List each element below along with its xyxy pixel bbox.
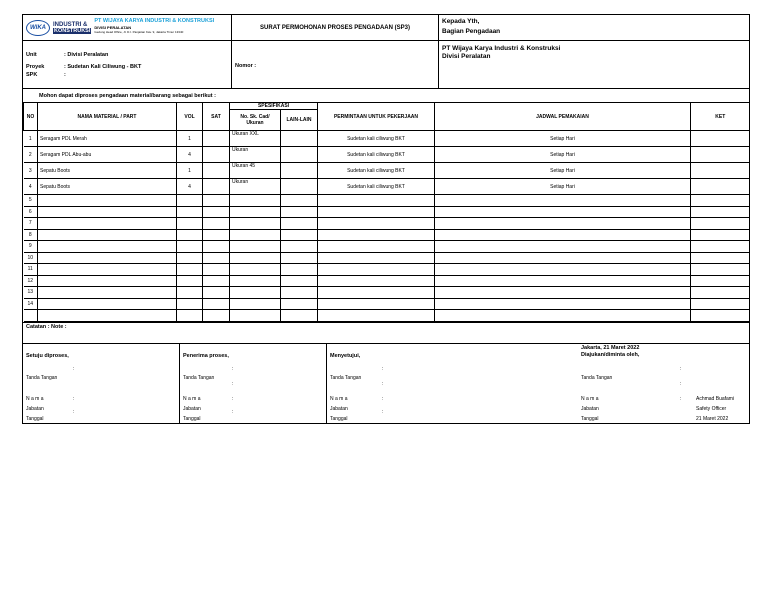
sig-setuju-title: Setuju diproses,	[26, 352, 69, 359]
cell-sat	[203, 131, 230, 147]
cell-spek	[230, 287, 281, 299]
project-info	[23, 41, 231, 88]
cell-vol	[177, 206, 203, 218]
cell-no: 1	[24, 131, 38, 147]
recipient-line2: Bagian Pengadaan	[442, 28, 501, 35]
cell-jadwal: Setiap Hari	[435, 131, 691, 147]
cell-vol	[177, 287, 203, 299]
company-address: Gedung Head Office, Jl. D.I. Panjaitan Kav. 9, Jakarta Timur 13340	[94, 30, 184, 35]
cell-jadwal	[435, 218, 691, 230]
req-jabatan: Safety Officer	[696, 405, 727, 412]
cell-vol	[177, 264, 203, 276]
sig-tanggal: Tanggal	[26, 415, 44, 422]
cell-spek	[230, 229, 281, 241]
cell-lain	[281, 252, 318, 264]
col-spesifikasi: SPESIFIKASI	[230, 103, 318, 110]
cell-nama: Sepatu Boots	[38, 179, 177, 195]
sig-colon: :	[232, 365, 234, 372]
sig-nama: N a m a	[26, 395, 44, 402]
sig-colon: :	[680, 380, 682, 387]
sig-colon: :	[232, 395, 234, 402]
cell-jadwal	[435, 287, 691, 299]
cell-spek	[230, 241, 281, 253]
cell-vol: 1	[177, 163, 203, 179]
cell-vol	[177, 229, 203, 241]
table-row	[24, 229, 750, 241]
recipient-company-block	[439, 41, 749, 88]
cell-sat	[203, 287, 230, 299]
cell-ket	[691, 229, 750, 241]
cell-ket	[691, 206, 750, 218]
logo-words	[53, 22, 91, 34]
table-row	[24, 275, 750, 287]
cell-lain	[281, 218, 318, 230]
sig-diajukan	[572, 344, 749, 423]
cell-no: 3	[24, 163, 38, 179]
cell-sat	[203, 163, 230, 179]
cell-jadwal	[435, 206, 691, 218]
cell-sat	[203, 229, 230, 241]
intro-text: Mohon dapat diproses pengadaan material/barang sebagai berikut :	[23, 89, 749, 103]
cell-ket	[691, 218, 750, 230]
unit-value: : Divisi Peralatan	[64, 52, 109, 58]
cell-permintaan	[318, 241, 435, 253]
cell-no: 8	[24, 229, 38, 241]
cell-lain	[281, 131, 318, 147]
cell-spek	[230, 275, 281, 287]
cell-ket	[691, 241, 750, 253]
cell-lain	[281, 179, 318, 195]
material-table	[23, 103, 750, 322]
cell-jadwal	[435, 264, 691, 276]
col-vol: VOL	[177, 103, 203, 131]
signature-section	[23, 344, 749, 423]
sig-nama: N a m a	[183, 395, 201, 402]
sig-jabatan: Jabatan	[183, 405, 201, 412]
cell-lain	[281, 310, 318, 322]
cell-no: 11	[24, 264, 38, 276]
cell-nama	[38, 241, 177, 253]
company-name: PT WIJAYA KARYA INDUSTRI & KONSTRUKSI	[94, 18, 215, 25]
cell-ket	[691, 147, 750, 163]
cell-spek	[230, 195, 281, 207]
sig-colon: :	[73, 365, 75, 372]
proyek-value: : Sudetan Kali Ciliwung - BKT	[64, 64, 142, 70]
cell-nama	[38, 218, 177, 230]
spk-value: :	[64, 72, 66, 78]
cell-lain	[281, 275, 318, 287]
cell-sat	[203, 298, 230, 310]
cell-spek: Ukuran	[230, 179, 281, 195]
cell-vol: 1	[177, 131, 203, 147]
cell-spek	[230, 264, 281, 276]
cell-sat	[203, 264, 230, 276]
sig-colon: :	[382, 365, 384, 372]
col-sat: SAT	[203, 103, 230, 131]
cell-sat	[203, 147, 230, 163]
catatan-label: Catatan : Note :	[23, 322, 749, 344]
cell-sat	[203, 218, 230, 230]
cell-no: 14	[24, 298, 38, 310]
cell-spek	[230, 206, 281, 218]
cell-ket	[691, 287, 750, 299]
cell-spek: Ukuran 45	[230, 163, 281, 179]
cell-sat	[203, 275, 230, 287]
table-row	[24, 241, 750, 253]
sig-tanda-tangan: Tanda Tangan	[330, 374, 362, 381]
cell-ket	[691, 275, 750, 287]
cell-lain	[281, 195, 318, 207]
cell-jadwal	[435, 241, 691, 253]
table-row	[24, 163, 750, 179]
cell-lain	[281, 298, 318, 310]
sig-menyetujui-title: Menyetujui,	[330, 352, 361, 359]
recipient-line1: Kepada Yth,	[442, 18, 480, 25]
cell-jadwal	[435, 310, 691, 322]
header-left	[23, 15, 232, 88]
col-lain: LAIN-LAIN	[281, 110, 318, 131]
cell-sat	[203, 206, 230, 218]
unit-label: Unit	[26, 52, 37, 58]
cell-nama: Sepatu Boots	[38, 163, 177, 179]
cell-vol: 4	[177, 147, 203, 163]
cell-permintaan: Sudetan kali ciliwung BKT	[318, 147, 435, 163]
sig-penerima	[180, 344, 327, 423]
company-info	[94, 19, 214, 36]
recipient-company: PT Wijaya Karya Industri & Konstruksi	[442, 45, 561, 52]
col-jadwal: JADWAL PEMAKAIAN	[435, 103, 691, 131]
sig-colon: :	[73, 395, 75, 402]
cell-nama	[38, 229, 177, 241]
material-rows	[24, 131, 750, 322]
sig-tanda-tangan: Tanda Tangan	[26, 374, 58, 381]
cell-ket	[691, 195, 750, 207]
cell-permintaan	[318, 229, 435, 241]
cell-nama	[38, 252, 177, 264]
cell-sat	[203, 179, 230, 195]
cell-no: 4	[24, 179, 38, 195]
cell-jadwal: Setiap Hari	[435, 163, 691, 179]
wika-logo: WIKA	[26, 20, 50, 36]
spk-label: SPK	[26, 72, 38, 78]
req-nama: Achmad Buafami	[696, 395, 735, 402]
cell-ket	[691, 310, 750, 322]
cell-permintaan: Sudetan kali ciliwung BKT	[318, 131, 435, 147]
cell-vol	[177, 310, 203, 322]
table-row	[24, 310, 750, 322]
sig-tanggal: Tanggal	[183, 415, 201, 422]
table-row	[24, 218, 750, 230]
cell-spek: Ukuran XXL	[230, 131, 281, 147]
table-row	[24, 264, 750, 276]
cell-no: 12	[24, 275, 38, 287]
cell-no: 5	[24, 195, 38, 207]
cell-jadwal: Setiap Hari	[435, 179, 691, 195]
cell-nama	[38, 310, 177, 322]
cell-vol	[177, 218, 203, 230]
sig-colon: :	[382, 380, 384, 387]
col-permintaan: PERMINTAAN UNTUK PEKERJAAN	[318, 103, 435, 131]
sig-jabatan: Jabatan	[26, 405, 44, 412]
cell-jadwal	[435, 252, 691, 264]
cell-jadwal	[435, 229, 691, 241]
col-nama: NAMA MATERIAL / PART	[38, 103, 177, 131]
cell-vol	[177, 195, 203, 207]
col-spek-no: No. Sk. Cad/ Ukuran	[230, 110, 281, 131]
sig-tanggal: Tanggal	[330, 415, 348, 422]
cell-permintaan	[318, 206, 435, 218]
cell-spek	[230, 298, 281, 310]
cell-jadwal	[435, 298, 691, 310]
cell-no: 7	[24, 218, 38, 230]
cell-spek	[230, 310, 281, 322]
cell-lain	[281, 163, 318, 179]
form-header	[23, 15, 749, 89]
cell-permintaan	[318, 310, 435, 322]
cell-no: 2	[24, 147, 38, 163]
cell-vol	[177, 241, 203, 253]
cell-ket	[691, 131, 750, 147]
cell-spek: Ukuran	[230, 147, 281, 163]
cell-sat	[203, 252, 230, 264]
cell-permintaan	[318, 287, 435, 299]
sig-penerima-title: Penerima proses,	[183, 352, 229, 359]
cell-spek	[230, 252, 281, 264]
cell-sat	[203, 241, 230, 253]
sig-place-date: Jakarta, 21 Maret 2022	[581, 344, 640, 351]
col-no: NO	[24, 103, 38, 131]
cell-permintaan	[318, 264, 435, 276]
cell-permintaan	[318, 275, 435, 287]
cell-jadwal: Setiap Hari	[435, 147, 691, 163]
cell-permintaan: Sudetan kali ciliwung BKT	[318, 163, 435, 179]
logo-line2: KONSTRUKSI	[54, 27, 91, 34]
logo-line1: INDUSTRI &	[53, 21, 88, 28]
table-row	[24, 131, 750, 147]
cell-permintaan	[318, 252, 435, 264]
cell-nama	[38, 298, 177, 310]
sig-tanggal: Tanggal	[581, 415, 599, 422]
sig-colon: :	[73, 408, 75, 415]
cell-sat	[203, 195, 230, 207]
cell-nama: Seragam PDL Merah	[38, 131, 177, 147]
proyek-label: Proyek	[26, 64, 45, 70]
cell-nama	[38, 206, 177, 218]
col-ket: KET	[691, 103, 750, 131]
cell-sat	[203, 310, 230, 322]
cell-vol	[177, 275, 203, 287]
table-row	[24, 206, 750, 218]
sig-colon: :	[382, 408, 384, 415]
req-tanggal: 21 Maret 2022	[696, 415, 729, 422]
recipient-division: Divisi Peralatan	[442, 53, 491, 60]
cell-no: 9	[24, 241, 38, 253]
cell-nama	[38, 195, 177, 207]
sig-tanda-tangan: Tanda Tangan	[581, 374, 613, 381]
table-row	[24, 179, 750, 195]
cell-lain	[281, 229, 318, 241]
cell-jadwal	[435, 275, 691, 287]
recipient-block	[439, 15, 749, 41]
sig-setuju	[23, 344, 180, 423]
cell-permintaan	[318, 195, 435, 207]
cell-ket	[691, 163, 750, 179]
cell-nama	[38, 275, 177, 287]
sig-jabatan: Jabatan	[330, 405, 348, 412]
table-row	[24, 298, 750, 310]
cell-ket	[691, 179, 750, 195]
cell-no: 10	[24, 252, 38, 264]
sig-colon: :	[232, 408, 234, 415]
sig-nama: N a m a	[581, 395, 599, 402]
table-row	[24, 195, 750, 207]
table-row	[24, 287, 750, 299]
cell-ket	[691, 264, 750, 276]
sig-tanda-tangan: Tanda Tangan	[183, 374, 215, 381]
cell-vol: 4	[177, 179, 203, 195]
cell-nama	[38, 264, 177, 276]
sig-colon: :	[382, 395, 384, 402]
header-right	[439, 15, 749, 88]
cell-lain	[281, 241, 318, 253]
cell-vol	[177, 298, 203, 310]
sig-colon: :	[232, 380, 234, 387]
cell-lain	[281, 287, 318, 299]
cell-nama: Seragam PDL Abu-abu	[38, 147, 177, 163]
cell-lain	[281, 206, 318, 218]
sig-colon: :	[680, 395, 682, 402]
sp3-form	[22, 14, 750, 424]
cell-jadwal	[435, 195, 691, 207]
header-middle	[232, 15, 439, 88]
doc-title: SURAT PERMOHONAN PROSES PENGADAAN (SP3)	[232, 15, 438, 41]
cell-ket	[691, 252, 750, 264]
sig-nama: N a m a	[330, 395, 348, 402]
sig-menyetujui	[327, 344, 572, 423]
nomor-label: Nomor :	[235, 63, 257, 69]
cell-vol	[177, 252, 203, 264]
sig-diajukan-title: Diajukan/diminta oleh,	[581, 351, 640, 358]
sig-colon: :	[680, 365, 682, 372]
cell-permintaan	[318, 298, 435, 310]
sig-jabatan: Jabatan	[581, 405, 599, 412]
cell-permintaan: Sudetan kali ciliwung BKT	[318, 179, 435, 195]
table-row	[24, 147, 750, 163]
cell-no	[24, 310, 38, 322]
company-division: DIVISI PERALATAN	[94, 24, 132, 30]
cell-no: 6	[24, 206, 38, 218]
cell-lain	[281, 264, 318, 276]
table-row	[24, 252, 750, 264]
cell-ket	[691, 298, 750, 310]
cell-lain	[281, 147, 318, 163]
cell-nama	[38, 287, 177, 299]
cell-no: 13	[24, 287, 38, 299]
cell-permintaan	[318, 218, 435, 230]
logo-row	[23, 15, 231, 41]
cell-spek	[230, 218, 281, 230]
